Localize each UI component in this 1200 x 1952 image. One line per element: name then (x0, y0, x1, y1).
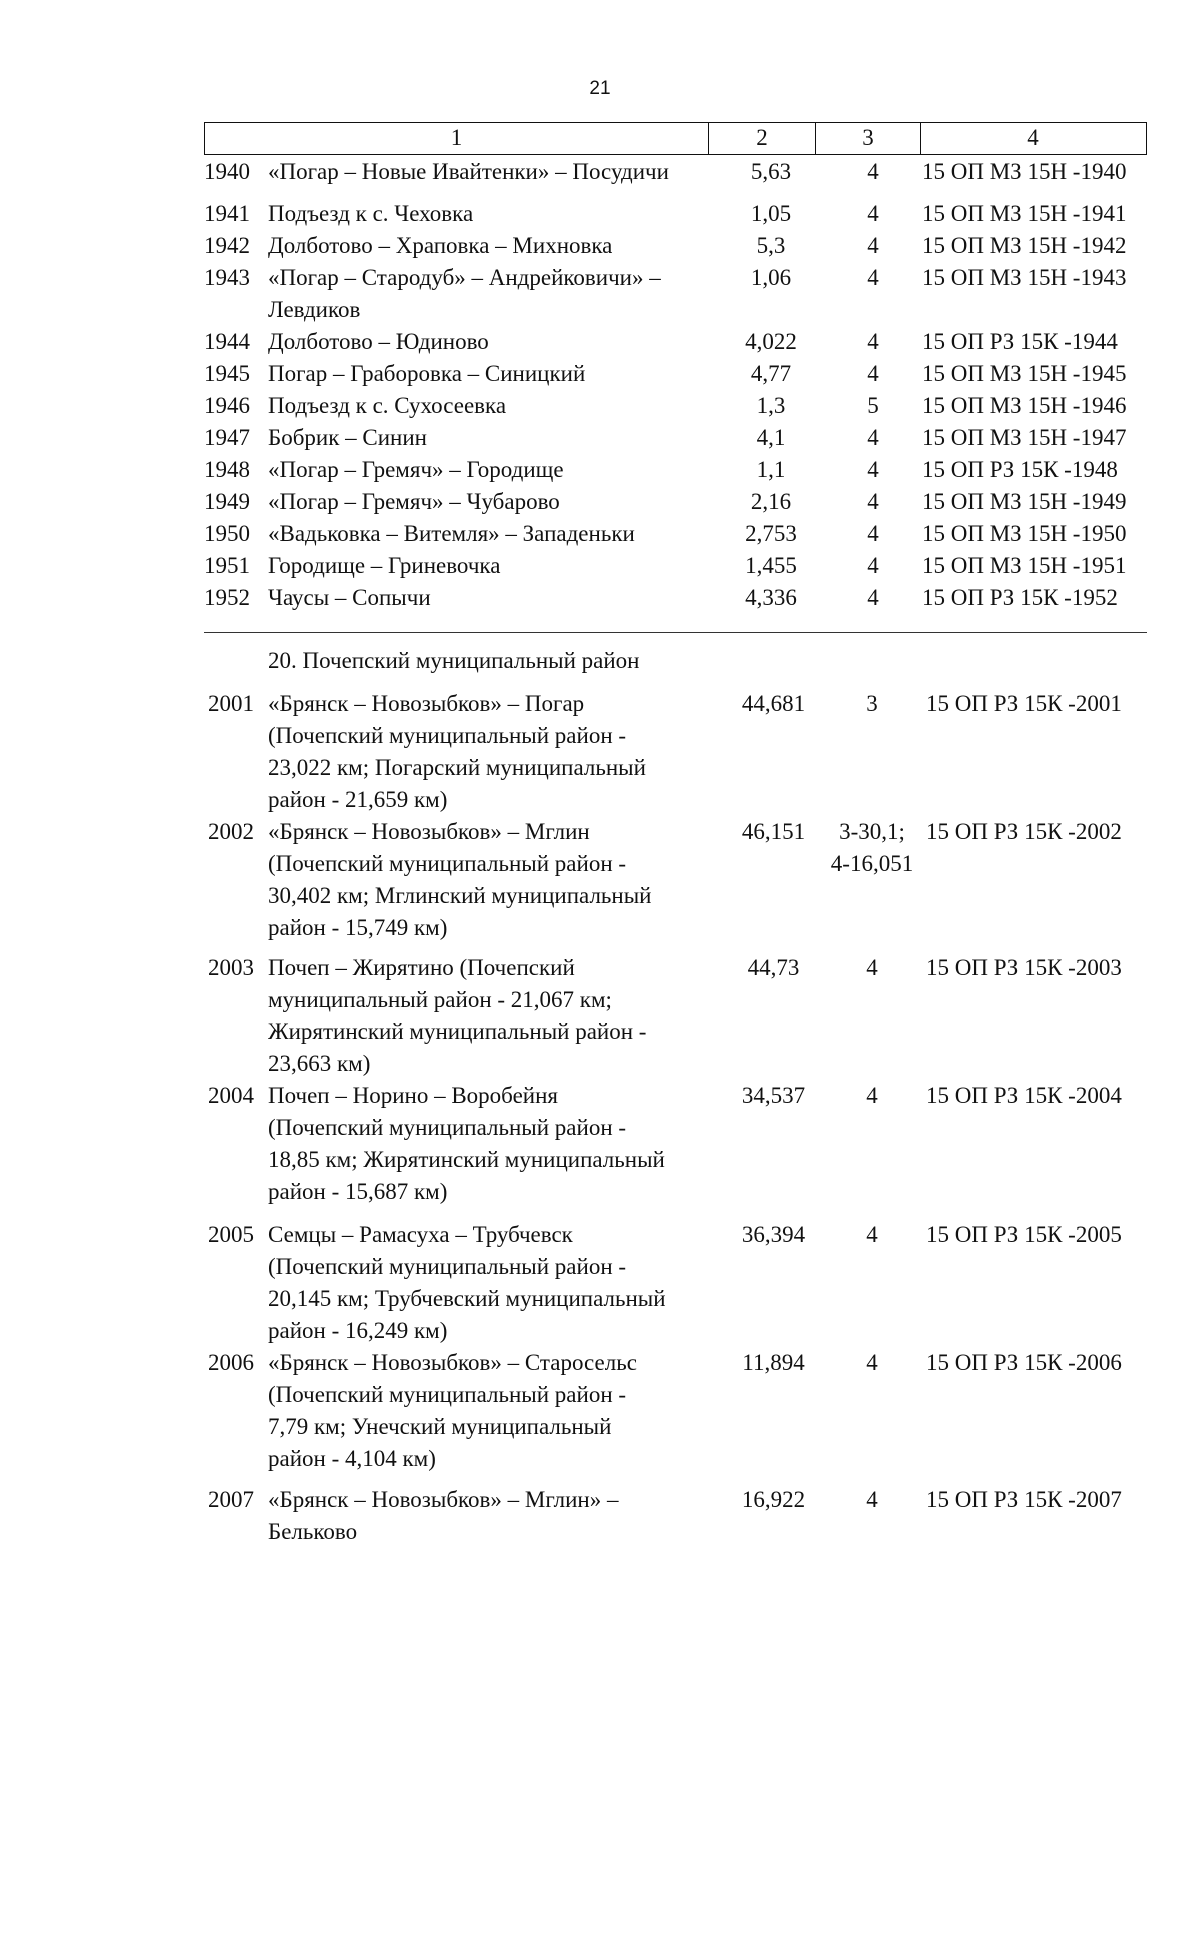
road-id: 15 ОП РЗ 15К -2005 (926, 1222, 1122, 1247)
row-number: 2005 (208, 1222, 254, 1247)
road-id: 15 ОП РЗ 15К -1948 (922, 457, 1118, 482)
road-length: 1,1 (756, 457, 786, 482)
road-id: 15 ОП РЗ 15К -2001 (926, 691, 1122, 716)
header-col-1: 1 (205, 123, 709, 154)
road-name: «Брянск – Новозыбков» – Мглин (Почепский муниципальный район - 30,402 км; Мглинский муниципальный район - 15,749 км) (268, 819, 652, 940)
row-number: 1950 (204, 521, 250, 546)
road-name: Бобрик – Синин (268, 425, 427, 450)
road-length: 2,753 (745, 521, 797, 546)
road-id: 15 ОП МЗ 15Н -1945 (922, 361, 1127, 386)
road-category: 5 (867, 393, 879, 418)
road-id: 15 ОП МЗ 15Н -1949 (922, 489, 1127, 514)
road-length: 4,77 (750, 361, 792, 386)
table-row (0, 262, 1200, 326)
road-name: «Вадьковка – Витемля» – Западеньки (268, 521, 635, 546)
row-number: 1947 (204, 425, 250, 450)
road-id: 15 ОП РЗ 15К -2006 (926, 1350, 1122, 1375)
road-id: 15 ОП МЗ 15Н -1940 (922, 159, 1127, 184)
road-length: 5,3 (756, 233, 786, 258)
road-length: 34,537 (741, 1083, 806, 1108)
road-id: 15 ОП РЗ 15К -2002 (926, 819, 1122, 844)
road-length: 44,73 (747, 955, 800, 980)
road-category: 4 (866, 1222, 878, 1247)
road-length: 44,681 (741, 691, 806, 716)
road-name: Чаусы – Сопычи (268, 585, 431, 610)
road-category: 4 (867, 233, 879, 258)
road-name: «Погар – Гремяч» – Чубарово (268, 489, 560, 514)
road-name: «Погар – Стародуб» – Андрейковичи» – (268, 265, 661, 290)
road-name: «Брянск – Новозыбков» – Погар (Почепский муниципальный район - 23,022 км; Погарский муниципальный район - 21,659 км) (268, 691, 646, 812)
road-length: 11,894 (742, 1350, 805, 1375)
road-length: 5,63 (750, 159, 792, 184)
row-number: 2007 (208, 1487, 254, 1512)
road-length: 1,06 (750, 265, 792, 290)
road-name: Почеп – Жирятино (Почепский муниципальный район - 21,067 км; Жирятинский муниципальный район - 23,663 км) (268, 955, 647, 1076)
road-length: 4,336 (745, 585, 797, 610)
road-category: 4 (867, 457, 879, 482)
road-length: 1,05 (750, 201, 792, 226)
road-category: 4 (867, 425, 879, 450)
section-divider (204, 632, 1147, 633)
road-name: Долботово – Юдиново (268, 329, 489, 354)
row-number: 2001 (208, 691, 254, 716)
road-name: «Брянск – Новозыбков» – Мглин» – Бельково (268, 1487, 619, 1544)
row-number: 1952 (204, 585, 250, 610)
road-category: 4 (866, 1083, 878, 1108)
row-number: 1941 (204, 201, 250, 226)
road-name: «Погар – Гремяч» – Городище (268, 457, 564, 482)
road-category: 4 (867, 361, 879, 386)
road-category: 4 (867, 553, 879, 578)
road-category: 4 (867, 585, 879, 610)
road-category: 3-30,1; 4-16,051 (830, 819, 914, 876)
road-length: 1,455 (745, 553, 797, 578)
road-category: 4 (866, 955, 878, 980)
road-id: 15 ОП РЗ 15К -2004 (926, 1083, 1122, 1108)
road-length: 1,3 (756, 393, 786, 418)
row-number: 1945 (204, 361, 250, 386)
road-id: 15 ОП РЗ 15К -2007 (926, 1487, 1122, 1512)
road-name: Подъезд к с. Чеховка (268, 201, 474, 226)
road-category: 4 (867, 159, 879, 184)
row-number: 1946 (204, 393, 250, 418)
road-id: 15 ОП РЗ 15К -1952 (922, 585, 1118, 610)
section-title: 20. Почепский муниципальный район (268, 648, 640, 673)
row-number: 1940 (204, 159, 250, 184)
road-id: 15 ОП РЗ 15К -1944 (922, 329, 1118, 354)
header-col-4: 4 (1027, 125, 1039, 150)
road-category: 4 (866, 1350, 878, 1375)
road-id: 15 ОП МЗ 15Н -1950 (922, 521, 1127, 546)
road-category: 4 (867, 265, 879, 290)
row-number: 2006 (208, 1350, 254, 1375)
road-id: 15 ОП МЗ 15Н -1946 (922, 393, 1127, 418)
road-name: Семцы – Рамасуха – Трубчевск (Почепский муниципальный район - 20,145 км; Трубчевский муниципальный район - 16,249 км) (268, 1222, 666, 1343)
page-number: 21 (589, 78, 611, 99)
row-number: 1951 (204, 553, 250, 578)
road-id: 15 ОП МЗ 15Н -1951 (922, 553, 1127, 578)
road-name: Подъезд к с. Сухосеевка (268, 393, 507, 418)
row-number: 2002 (208, 819, 254, 844)
road-length: 2,16 (750, 489, 792, 514)
row-number: 1943 (204, 265, 250, 290)
road-length: 46,151 (741, 819, 806, 844)
road-length: 4,022 (745, 329, 797, 354)
row-number: 1942 (204, 233, 250, 258)
road-id: 15 ОП МЗ 15Н -1942 (922, 233, 1127, 258)
road-id: 15 ОП МЗ 15Н -1943 (922, 265, 1127, 290)
road-length: 16,922 (741, 1487, 806, 1512)
table-header (204, 122, 1147, 155)
road-category: 4 (867, 489, 879, 514)
road-category: 3 (866, 691, 878, 716)
header-col-2: 2 (709, 123, 816, 154)
road-length: 36,394 (741, 1222, 806, 1247)
road-name: Долботово – Храповка – Михновка (268, 233, 613, 258)
road-name: Городище – Гриневочка (268, 553, 501, 578)
row-number: 1944 (204, 329, 250, 354)
road-name: Погар – Граборовка – Синицкий (268, 361, 586, 386)
road-id: 15 ОП МЗ 15Н -1941 (922, 201, 1127, 226)
road-category: 4 (867, 329, 879, 354)
road-name: «Погар – Новые Ивайтенки» – Посудичи (268, 159, 669, 184)
road-category: 4 (867, 201, 879, 226)
road-length: 4,1 (756, 425, 786, 450)
road-name: Почеп – Норино – Воробейня (Почепский муниципальный район - 18,85 км; Жирятинский муниципальный район - 15,687 км) (268, 1083, 665, 1204)
row-number: 1948 (204, 457, 250, 482)
road-id: 15 ОП МЗ 15Н -1947 (922, 425, 1127, 450)
row-number: 2003 (208, 955, 254, 980)
row-number: 1949 (204, 489, 250, 514)
header-col-3: 3 (816, 123, 921, 154)
road-name-continued: Левдиков (268, 297, 361, 322)
road-category: 4 (866, 1487, 878, 1512)
road-category: 4 (867, 521, 879, 546)
road-name: «Брянск – Новозыбков» – Старосельс (Почепский муниципальный район - 7,79 км; Унечский муниципальный район - 4,104 км) (268, 1350, 637, 1471)
row-number: 2004 (208, 1083, 254, 1108)
road-id: 15 ОП РЗ 15К -2003 (926, 955, 1122, 980)
